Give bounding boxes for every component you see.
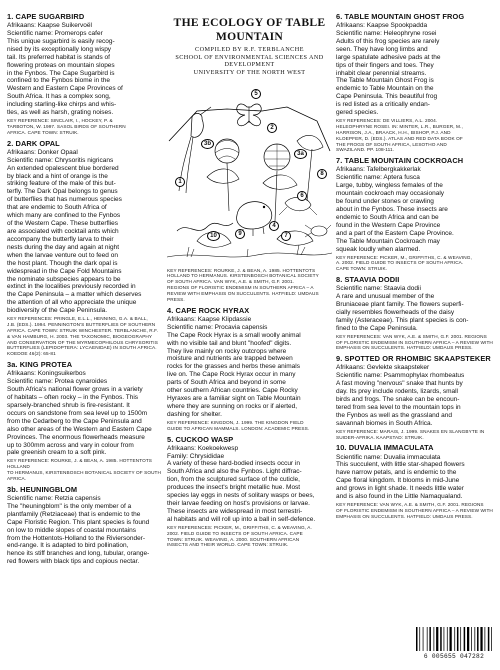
body-line: Western and Eastern Cape Provinces of (7, 85, 123, 93)
body-line: accompany the butterfly larva to their (7, 235, 114, 243)
body-line: Adults of this frog species are rarely (336, 37, 440, 45)
body-line: Afrikaans: Tafelbergkakkerlak (336, 166, 421, 174)
body-line: mountain cockroach may occasionaly (336, 190, 445, 198)
barcode-bar (440, 627, 442, 651)
body-line: Scientific name: Psammophylax rhombeatus (336, 372, 465, 380)
university-name: UNIVERSITY OF THE NORTH WEST (193, 68, 306, 76)
section-title: 2. DARK OPAL (7, 138, 60, 148)
reference-line: KLOEPFER, D. (EDS.). ATLAS AND RED DATA BOOK OF (336, 135, 463, 141)
body-line: extinct in the localities previously recorded in (7, 283, 136, 291)
key-references (167, 525, 332, 549)
body-line: Provinces. The enormous flowerheads measure (7, 433, 145, 441)
body-line: the nominate subspecies appears to be (7, 275, 121, 283)
body-line: fined to the Cape Peninsula. (336, 324, 418, 332)
body-line: Scientific name: Procavia capensis (167, 323, 268, 331)
key-references (336, 429, 494, 441)
reference-line: KEY REFERENCE: SINCLAIR, I., HOCKEY, P. & (7, 118, 113, 124)
barcode-bar (423, 627, 424, 651)
body-line: from the Cedarberg to the Cape Peninsula and (7, 417, 142, 425)
body-line: Afrikaans: Donker Opaal (7, 148, 78, 156)
reference-line: KOEDOE 46(2): 65-81 (7, 351, 56, 357)
barcode (414, 626, 494, 660)
reference-line: SWAZILAND. PP. 108-111. (336, 147, 395, 153)
body-line: The "heuningblom" is the only member of a (7, 502, 132, 510)
body-line: tered from sea level to the mountain tops in (336, 403, 461, 411)
section-body (167, 316, 332, 419)
body-line: Afrikaans: Kaapse Spookpadda (336, 22, 428, 30)
section-body (336, 22, 494, 117)
section-body (7, 495, 163, 566)
body-line: tail. Its preferred habitat is stands of (7, 53, 110, 61)
marker-7: 7 (281, 231, 291, 241)
body-line: species lay eggs in nests of solitary wasps or bees, (167, 492, 315, 500)
barcode-bar (427, 627, 428, 651)
body-line: endemic to Table Mountain on the (336, 85, 434, 93)
reference-line: AFRICA. CAPE TOWN: STRUIK. (7, 129, 79, 135)
body-line: A rare and unusual member of the (336, 293, 435, 301)
line-art-illustration (167, 81, 332, 265)
body-line: confined to the Fynbos biome in the (7, 77, 110, 85)
body-line: family (Asteraceae). This plant species is con- (336, 316, 469, 324)
body-line: rocks for the grasses and herbs these animals (167, 363, 300, 371)
reference-line: THE FROGS OF SOUTH AFRICA, LESOTHO AND (336, 141, 447, 147)
body-line: striking feature of the male of this but- (7, 180, 116, 188)
section-title: 8. STAAVIA DODII (336, 275, 400, 285)
body-line: moisture and nutrients are trapped between (167, 355, 293, 363)
reference-line: KEY REFERENCES: ROURKE, J. & BEAN, A. 1985. HOTTENTOTS (167, 267, 316, 273)
body-line: about in the Fynbos. These insects are (336, 205, 448, 213)
reference-line: SUIDER-AFRIKA. KAAPSTAD: STRUIK. (336, 434, 424, 440)
body-line: Scientific name: Chrysoritis nigricans (7, 156, 114, 164)
section-title: 1. CAPE SUGARBIRD (7, 12, 85, 21)
body-line: Scientific name: Heleophryne rosei (336, 29, 437, 37)
body-line: birds and frogs. The snake can be encoun- (336, 396, 460, 404)
section-title: 4. CAPE ROCK HYRAX (167, 305, 250, 315)
body-line: with no visible tail and blunt "hoofed" digits. (167, 339, 292, 347)
section-body (167, 445, 332, 524)
reference-line: KEY REFERENCE: VAN WYK, A.E. & SMITH, G.F. 2001. REGIONS (336, 502, 484, 508)
body-line: have narrow petals, and is endemic to the (336, 469, 457, 477)
body-line: tips of their fingers and toes. They (336, 61, 434, 69)
key-references (7, 316, 163, 357)
left-column (7, 12, 163, 662)
body-line: squeak loudly when alarmed. (336, 245, 421, 253)
illustration-drawing (167, 81, 332, 265)
barcode-bar (471, 627, 472, 651)
body-line: found in the Western Cape Province (336, 221, 441, 229)
body-line: is red listed as a critically endan- (336, 101, 430, 109)
body-line: gered species. (336, 109, 379, 117)
body-line: They live mainly on rocky outcrops where (167, 347, 287, 355)
body-line: the Cape Peninsula – a matter which deserves (7, 291, 142, 299)
body-line: al habitats and will roll up into a ball in self-defence. (167, 515, 316, 523)
barcode-bar (429, 627, 431, 651)
section-title: 3b. HEUNINGBLOM (7, 484, 78, 494)
reference-line: & VAN HAMBURG, H. 2003. THE TAXONOMIC, BIOGEOGRAPHY (7, 333, 153, 339)
body-line: other southern African countries. Cape Rocky (167, 387, 298, 395)
body-line: Scientific name: Staavia dodii (336, 285, 421, 293)
reference-line: KEY REFERENCES: DE VILLIERS, A.L. 2004. (336, 118, 438, 124)
reference-line: HOLLAND TO HERMANUS. KIRSTENBOSCH BOTANICAL SOCIETY (167, 273, 319, 279)
barcode-bar (480, 627, 482, 651)
body-line: This succulent, with little star-shaped flowers (336, 461, 465, 469)
barcode-bar (491, 627, 492, 651)
right-section-0 (336, 12, 494, 153)
body-line: The Table Mountain Ghost Frog is (336, 77, 434, 85)
key-references (336, 255, 494, 273)
section-title: 3a. KING PROTEA (7, 360, 73, 370)
section-title: 7. TABLE MOUNTAIN COCKROACH (336, 156, 464, 166)
body-line: tles, as well as harsh, grating noises. (7, 109, 114, 117)
body-line: seen. They have long limbs and (336, 45, 428, 53)
body-line: inhabit clear perennial streams. (336, 69, 427, 77)
marker-9: 9 (235, 229, 245, 239)
reference-line: OF FLORISTIC ENDEMISM IN SOUTHERN AFRICA – A REVIEW WITH (336, 339, 493, 345)
reference-line: EMPHASIS ON SUCCULENTS. HATFIELD: UMDAUS PRESS. (336, 513, 473, 519)
body-line: Large, tubby, wingless females of the (336, 182, 443, 190)
body-line: live on. The Cape Rock Hyrax occur in many (167, 371, 296, 379)
middle-column (167, 16, 332, 670)
section-body (336, 364, 494, 427)
body-line: large spatulate adhesive pads at the (336, 53, 441, 61)
section-body (336, 166, 494, 253)
body-line: South Africa's national flower grows in a variety (7, 386, 143, 394)
marker-5: 5 (251, 89, 261, 99)
body-line: An extended opalescent blue bordered (7, 164, 119, 172)
body-line: Afrikaans: Koekoekwesp (167, 444, 239, 452)
section-body (7, 149, 163, 315)
reference-line: HARRISON, J.A., BRAACK, H.H., BISHOP, P.J. AND (336, 129, 451, 135)
body-line: Afrikaans: Koningsuikerbos (7, 370, 86, 378)
reference-line: OF FLORISTIC ENDEMISM IN SOUTHERN AFRICA – A REVIEW WITH (336, 507, 493, 513)
body-line: hence its stiff branches and long, tubular, orange- (7, 550, 150, 558)
reference-line: A. 2002. FIELD GUIDE TO INSECTS OF SOUTH AFRICA. (336, 260, 464, 266)
body-line: nised by its exceptionally long wispy (7, 45, 112, 53)
body-line: also other areas of the Western and Eastern Cape (7, 425, 152, 433)
barcode-bar (416, 627, 418, 651)
right-column (336, 12, 494, 662)
middle-column-sections (167, 268, 332, 549)
reference-line: GUIDE TO AFRICAN MAMMALS. LONDON: ACADEMIC PRESS. (167, 425, 310, 431)
body-line: nests during the day and again at night (7, 243, 120, 251)
body-line: up to 300mm across and vary in colour from (7, 441, 134, 449)
section-body (7, 370, 163, 457)
reference-line: HELEOPHRYNE ROSEI. IN: MINTER, L.R., BURGER, M., (336, 123, 463, 129)
body-line: biodiversity of the Cape Peninsula. (7, 307, 108, 315)
body-line: parts of South Africa and beyond in some (167, 379, 286, 387)
right-section-3 (336, 354, 494, 440)
barcode-bar (485, 627, 486, 651)
body-line: Cape Floristic Region. This plant species is found (7, 518, 150, 526)
body-line: endemic to South Africa and can be (336, 213, 439, 221)
mid-section-1 (167, 306, 332, 432)
body-line: and grows in light shade. It needs little water (336, 485, 464, 493)
reference-line: AFRICA. CAPE TOWN: STRUIK WINCHESTER. TERBLANCHE, R.F. (7, 327, 158, 333)
reference-line: REVIEW WITH EMPHASIS ON SUCCULENTS. HATFIELD: UMDAUS PRESS. (167, 291, 319, 302)
barcode-bar (464, 627, 466, 651)
body-line: terfly. The Dark Opal belongs to genus (7, 188, 118, 196)
reference-line: AND CONSERVATION OF THE MYRMECOPHILOUS CHRYSORITIS (7, 339, 158, 345)
right-section-2 (336, 275, 494, 351)
body-line: occurs on sandstone from sea level up to 1500m (7, 409, 148, 417)
mid-section-2 (167, 435, 332, 549)
body-line: on low to middle slopes of coastal mountains (7, 526, 136, 534)
left-section-2 (7, 360, 163, 482)
marker-2: 2 (267, 123, 277, 133)
body-line: and a part of the Eastern Cape Province. (336, 229, 454, 237)
body-line: The Table Mountain Cockroach may (336, 237, 440, 245)
body-line: widespread in the Cape Fold Mountains (7, 267, 122, 275)
body-line: which many are confined to the Fynbos (7, 212, 121, 220)
body-line: that are endemic to South Africa of (7, 204, 107, 212)
reference-line: OF SOUTH AFRICA. VAN WYK, A.E. & SMITH, G.F. 2001. (167, 279, 295, 285)
barcode-bar (477, 627, 479, 651)
reference-line: KEY REFERENCES: VAN WYK, A.E. & SMITH, G.F. 2001. REGIONS (336, 333, 487, 339)
body-line: by black and a hint of orange is the (7, 172, 108, 180)
reference-line: KEY REFERENCE: KINGDON, J. 1999. THE KINGDON FIELD (167, 419, 304, 425)
body-line: and is also found in the Little Namaqualand. (336, 493, 463, 501)
marker-3a: 3a (294, 149, 307, 159)
barcode-bars (414, 626, 494, 652)
body-line: are associated with cocktail ants which (7, 227, 119, 235)
reference-line: J.B. (EDS.). 1994. PENNINGTON'S BUTTERFLIES OF SOUTHERN (7, 321, 156, 327)
reference-line: TO HERMANUS, KIRSTENBOSCH BOTANICAL SOCIETY OF SOUTH AFRICA. (7, 470, 162, 482)
barcode-bar (457, 627, 459, 651)
barcode-bar (460, 627, 461, 651)
body-line: dashing for shelter. (167, 410, 222, 418)
marker-3b: 3b (201, 139, 214, 149)
body-line: South Africa and also the Fynbos. Light diffrac- (167, 468, 302, 476)
body-line: These insects are widespread in most terrestri- (167, 507, 303, 515)
body-line: of habitats – often rocky – in the Fynbos. This (7, 394, 139, 402)
reference-line: KEY REFERENCE: ROURKE, J. & BEAN, A. 1985. HOTTENTOTS HOLLAND (7, 458, 153, 470)
body-line: the host plant. Though the dark opal is (7, 259, 118, 267)
body-line: their larvae feeding on host's provisions or larvae. (167, 500, 310, 508)
marker-10: 10 (207, 231, 220, 241)
body-line: cially resembles flowerheads of the daisy (336, 308, 455, 316)
right-section-1 (336, 156, 494, 272)
reference-line: INSECTS AND THEIR WORLD. CAPE TOWN: STRUIK. (167, 542, 289, 548)
body-line: red flowers with black tips and copious nectar. (7, 558, 140, 566)
body-line: Afrikaans: Kaapse Suikervoël (7, 22, 92, 30)
body-line: produces the insect's bright metallic hue. Most (167, 484, 301, 492)
key-references (336, 502, 494, 520)
barcode-bar (474, 627, 475, 651)
body-line: Hyraxes are a familiar sight on Table Mountain (167, 395, 301, 403)
body-line: tion, from the sculptured surface of the cuticle, (167, 476, 300, 484)
section-body (336, 454, 494, 502)
body-line: in the Fynbos. The Cape Sugarbird is (7, 69, 115, 77)
body-line: Scientific name: Protea cynaroides (7, 378, 108, 386)
body-line: Afrikaans: Gevlekte skaapsteker (336, 364, 430, 372)
body-line: flowering proteas on mountain slopes (7, 61, 115, 69)
body-line: A variety of these hard-bodied insects occur in (167, 460, 300, 468)
key-references (336, 334, 494, 352)
compiled-by: COMPILED BY R.F. TERBLANCHE (194, 46, 305, 54)
marker-6: 6 (297, 191, 307, 201)
body-line: South Africa. It has a complex song, (7, 93, 111, 101)
reference-line: KEY REFERENCE: MARAIS, J. 1999. SNAKES EN SLANGBYTE IN (336, 428, 485, 434)
body-line: day. Its prey include rodents, lizards, small (336, 388, 458, 396)
right-section-4 (336, 443, 494, 519)
section-title: 5. CUCKOO WASP (167, 434, 234, 444)
barcode-bar (467, 627, 469, 651)
marker-8: 8 (317, 169, 327, 179)
body-line: end-range. It is adapted to bird pollination, (7, 542, 129, 550)
mid-section-0 (167, 268, 332, 303)
body-line: pale greenish cream to a soft pink. (7, 449, 107, 457)
barcode-bar (434, 627, 435, 651)
key-references (7, 118, 163, 136)
reference-line: 2002. FIELD GUIDE TO INSECTS OF SOUTH AFRICA. CAPE (167, 530, 303, 536)
body-line: sparsely-branched shrub is fire-resistant. It (7, 401, 130, 409)
body-line: Scientific name: Duvalia immaculata (336, 453, 441, 461)
reference-line: EMPHASIS ON SUCCULENTS. HATFIELD: UMDAUS PRESS. (336, 345, 473, 351)
body-line: A fast moving "nervous" snake that hunts by (336, 380, 463, 388)
body-line: Scientific name: Retzia capensis (7, 494, 101, 502)
body-line: Afrikaans: Kaapse Klipdassie (167, 315, 252, 323)
marker-4: 4 (269, 221, 279, 231)
section-title: 9. SPOTTED OR RHOMBIC SKAAPSTEKER (336, 354, 491, 364)
key-references (167, 420, 332, 432)
barcode-number: 6 005655 047282 (423, 653, 485, 660)
body-line: savannah biomes in South Africa. (336, 419, 433, 427)
key-references (167, 268, 332, 303)
body-line: Cape floral kingdom. It blooms in mid-June (336, 477, 460, 485)
body-line: be found under stones or crawling (336, 198, 434, 206)
body-line: Cape Peninsula. This beautiful frog (336, 93, 438, 101)
barcode-bar (419, 627, 420, 651)
left-section-0 (7, 12, 163, 136)
body-line: of butterflies that has numerous species (7, 196, 122, 204)
barcode-bar (488, 627, 490, 651)
body-line: including starling-like chirps and whis- (7, 101, 117, 109)
left-section-3 (7, 485, 163, 566)
body-line: Bruniaceae plant family. The flowers superfi- (336, 301, 464, 309)
marker-1: 1 (175, 177, 185, 187)
body-line: the attention of all who appreciate the unique (7, 299, 137, 307)
body-line: Scientific name: Promerops cafer (7, 29, 103, 37)
barcode-bar (444, 627, 445, 651)
reference-line: TOWN: STRUIK. WEAVING, A. 2000. SOUTHERN AFRICAN (167, 536, 300, 542)
body-line: Family: Chrysididae (167, 452, 225, 460)
barcode-bar (450, 627, 452, 651)
reference-line: CAPE TOWN: STRUIK. (336, 266, 388, 272)
reference-line: KEY REFERENCES: PRINGLE, E.L.L., HENNING, G.A. & BALL, (7, 316, 148, 322)
body-line: from the Hottentots-Holland to the Riviersonder- (7, 534, 146, 542)
body-line: Scientific name: Aptera fusca (336, 174, 420, 182)
body-line: the Fynbos as well as the grassland and (336, 411, 452, 419)
reference-line: REGIONS OF FLORISTIC ENDEMISM IN SOUTHERN AFRICA – A (167, 285, 314, 291)
barcode-bar (436, 627, 438, 651)
body-line: The Cape Rock Hyrax is a small woolly animal (167, 331, 301, 339)
reference-line: KEY REFERENCES: PICKER, M., GRIFFITHS, C. & WEAVING, A. (167, 524, 312, 530)
reference-line: BUTTERFLIES (LEPIDOPTERA: LYCAENIDAE) IN SOUTH AFRICA. (7, 345, 157, 351)
section-body (7, 22, 163, 117)
barcode-bar (447, 627, 448, 651)
body-line: where they are sunning on rocks or if alerted, (167, 402, 298, 410)
section-body (336, 285, 494, 333)
key-references (336, 118, 494, 153)
reference-line: TARBOTON, W. 1997. SASOL BIRDS OF SOUTHERN (7, 123, 126, 129)
body-line: of the Western Cape. These butterflies (7, 220, 119, 228)
key-references (7, 458, 163, 482)
poster-title: THE ECOLOGY OF TABLE MOUNTAIN (173, 16, 326, 44)
poster-header (167, 16, 332, 77)
body-line: plantfamily (Retziaceae) that is endemic to the (7, 510, 141, 518)
reference-line: KEY REFERENCE: PICKER, M., GRIFFITHS, C. & WEAVING, (336, 254, 472, 260)
barcode-bar (454, 627, 455, 651)
section-title: 10. DUVALIA IMMACULATA (336, 443, 434, 453)
school-name: SCHOOL OF ENVIRONMENTAL SCIENCES AND DEVELOPMENT (175, 53, 324, 69)
section-title: 6. TABLE MOUNTAIN GHOST FROG (336, 12, 465, 21)
left-section-1 (7, 139, 163, 358)
body-line: when the larvae venture out to feed on (7, 251, 118, 259)
body-line: This unique sugarbird is easily recog- (7, 37, 115, 45)
